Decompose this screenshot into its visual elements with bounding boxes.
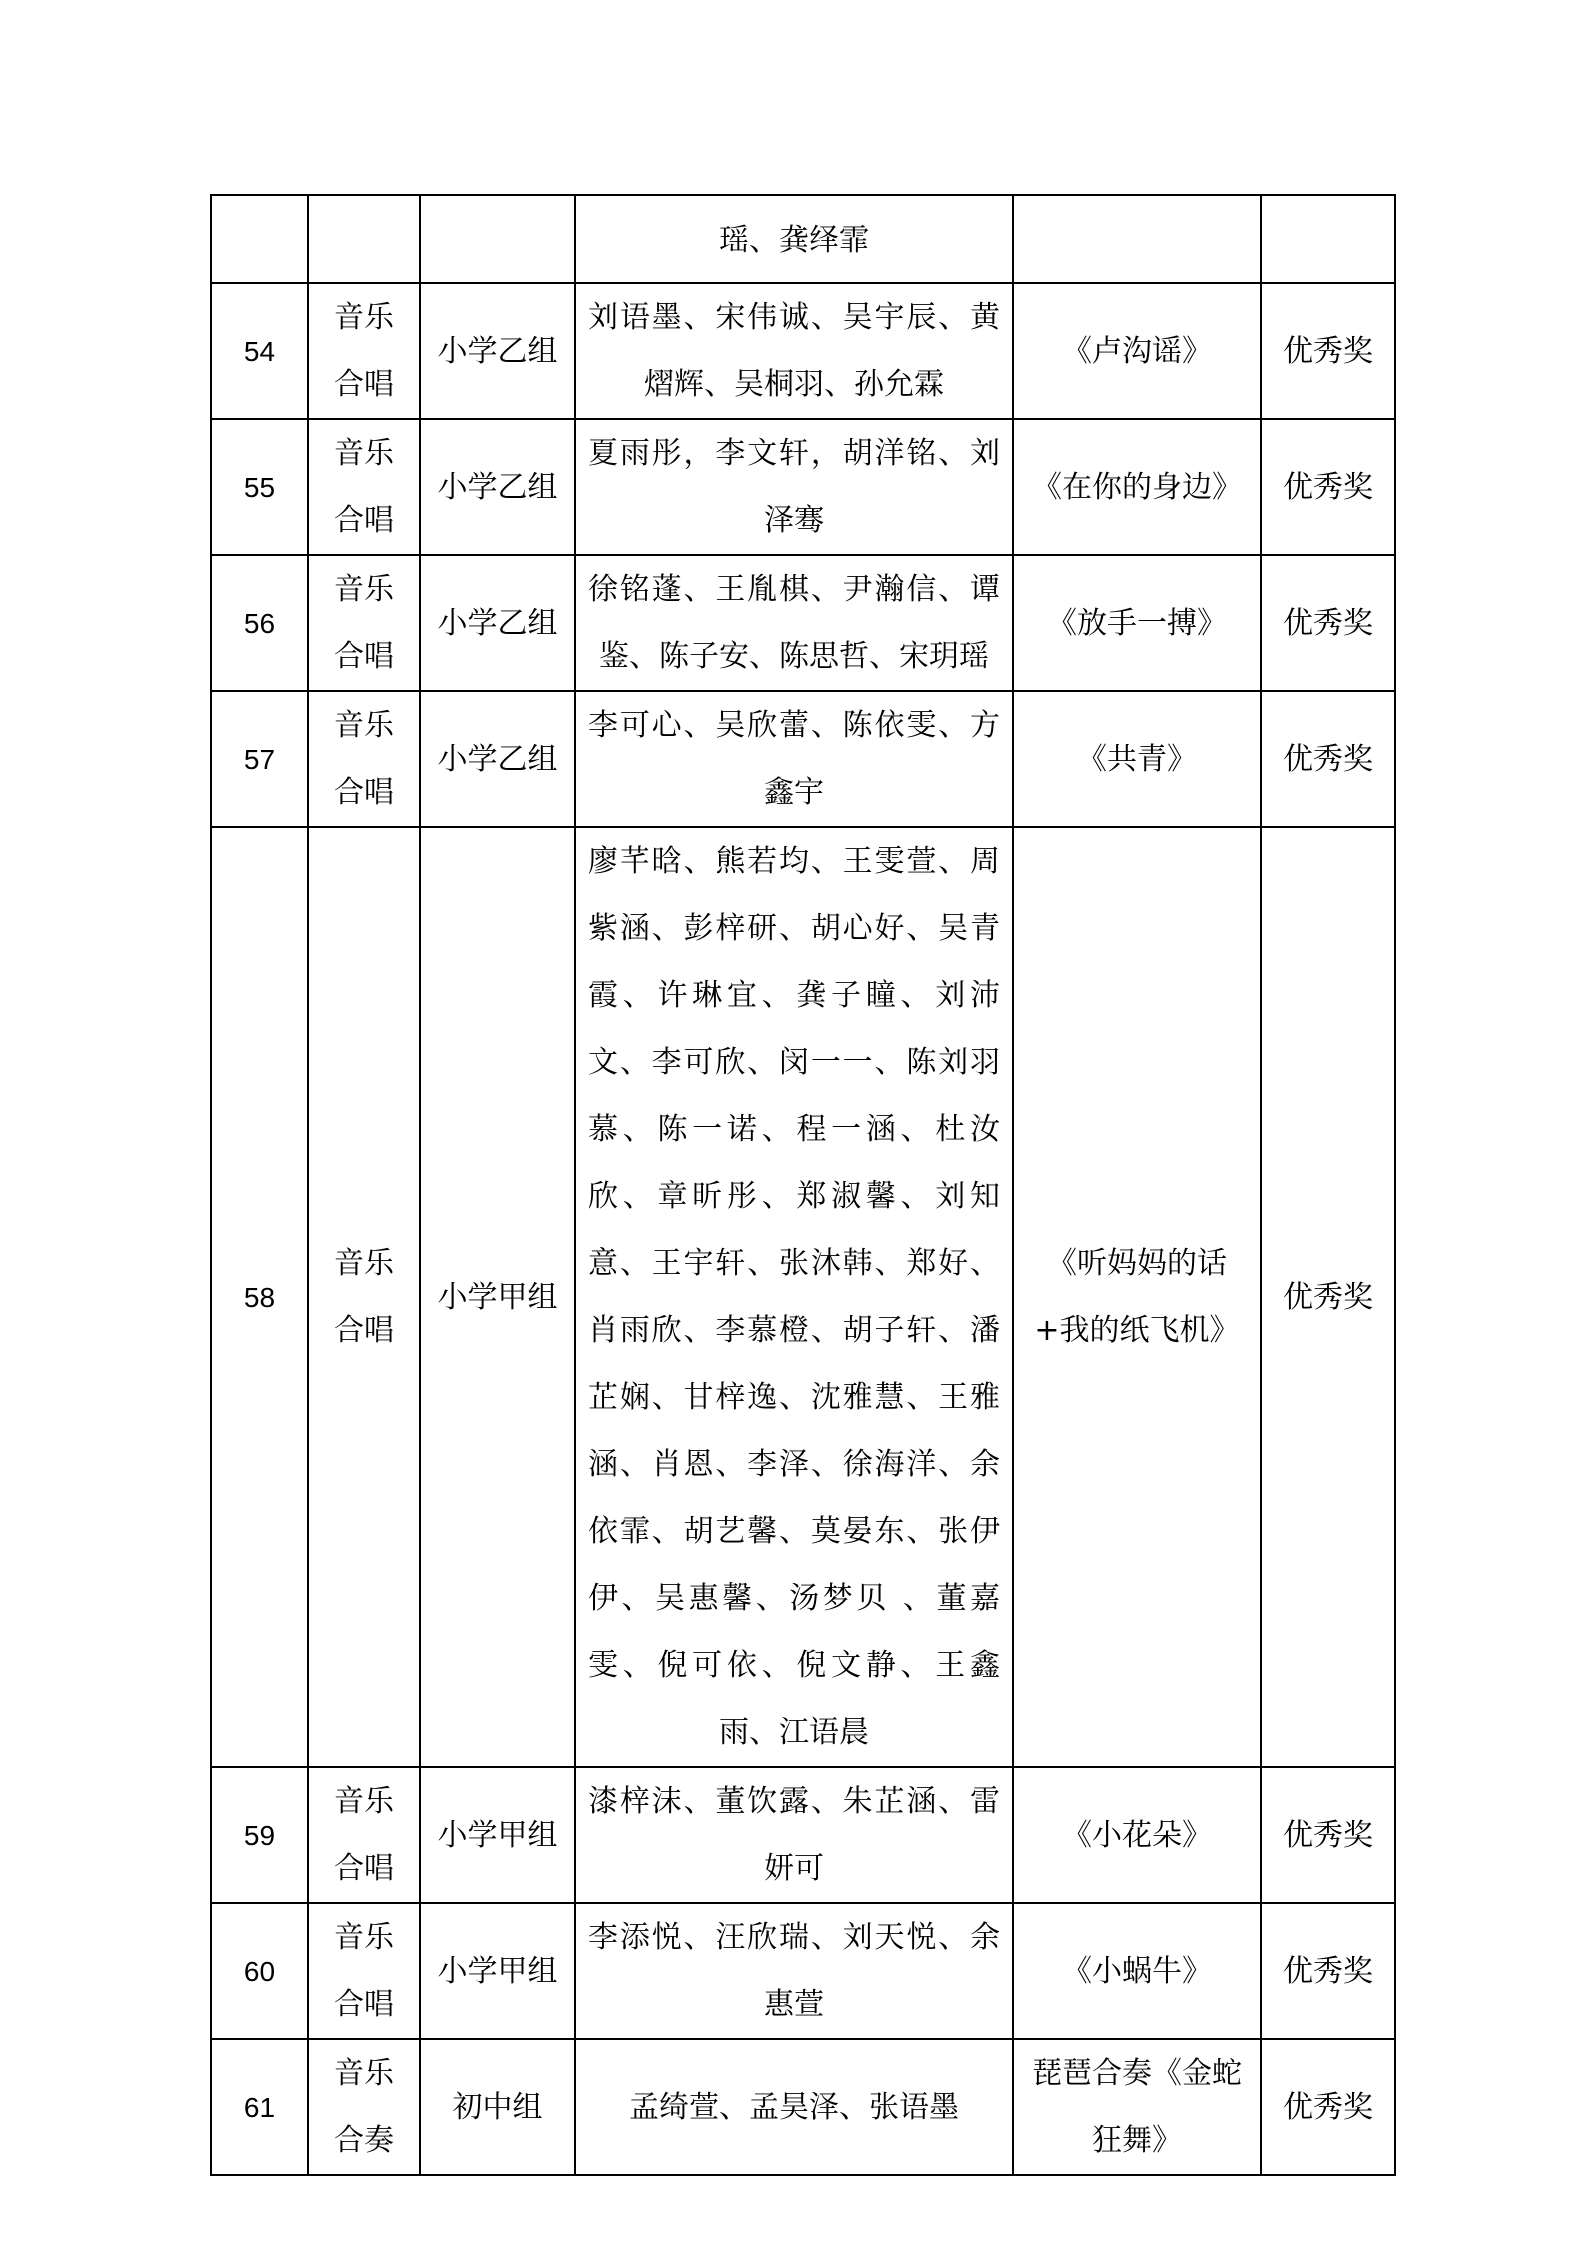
work-line: +我的纸飞机》: [1034, 1313, 1240, 1348]
type-line: 合唱: [334, 1987, 394, 2022]
cell-names: 廖芊晗、熊若均、王雯萱、周紫涵、彭梓研、胡心好、吴青霞、许琳宜、龚子瞳、刘沛文、李可欣、闵一一、陈刘羽慕、陈一诺、程一涵、杜汝欣、章昕彤、郑淑馨、刘知意、王宇轩、张沐韩、郑好、肖雨欣、李慕橙、胡子轩、潘芷娴、甘梓逸、沈雅慧、王雅涵、肖恩、李泽、徐海洋、余依霏、胡艺馨、莫晏东、张伊伊、吴惠馨、汤梦贝 、董嘉雯、倪可依、倪文静、王鑫雨、江语晨: [575, 827, 1013, 1767]
cell-type: [308, 195, 420, 283]
work-line: 琵琶合奏《金蛇: [1032, 2056, 1242, 2091]
cell-award: 优秀奖: [1261, 2039, 1395, 2175]
type-line: 音乐: [334, 1920, 394, 1955]
type-line: 合唱: [334, 503, 394, 538]
cell-group: 小学乙组: [420, 419, 575, 555]
cell-names: 李添悦、汪欣瑞、刘天悦、余惠萱: [575, 1903, 1013, 2039]
cell-no: 59: [211, 1767, 308, 1903]
cell-group: 初中组: [420, 2039, 575, 2175]
table-row: [211, 419, 1395, 555]
cell-group: 小学乙组: [420, 555, 575, 691]
type-line: 音乐: [334, 708, 394, 743]
cell-work: [1013, 2039, 1261, 2175]
cell-group: 小学甲组: [420, 1767, 575, 1903]
cell-work: 《在你的身边》: [1013, 419, 1261, 555]
cell-no: 61: [211, 2039, 308, 2175]
cell-names: 瑶、龚绎霏: [575, 195, 1013, 283]
cell-group: 小学甲组: [420, 1903, 575, 2039]
cell-names: 李可心、吴欣蕾、陈依雯、方鑫宇: [575, 691, 1013, 827]
table-row: [211, 691, 1395, 827]
type-line: 合唱: [334, 367, 394, 402]
type-line: 合唱: [334, 775, 394, 810]
cell-type: [308, 1767, 420, 1903]
table-row-continuation: [211, 195, 1395, 283]
cell-work: 《小花朵》: [1013, 1767, 1261, 1903]
cell-work: 《卢沟谣》: [1013, 283, 1261, 419]
cell-group: 小学乙组: [420, 283, 575, 419]
type-line: 合唱: [334, 639, 394, 674]
cell-award: 优秀奖: [1261, 691, 1395, 827]
cell-type: [308, 283, 420, 419]
cell-award: 优秀奖: [1261, 555, 1395, 691]
type-line: 合奏: [334, 2123, 394, 2158]
cell-group: 小学乙组: [420, 691, 575, 827]
cell-work: [1013, 827, 1261, 1767]
type-line: 音乐: [334, 1246, 394, 1281]
table-row: [211, 2039, 1395, 2175]
cell-no: 60: [211, 1903, 308, 2039]
table-row: [211, 1767, 1395, 1903]
cell-type: [308, 2039, 420, 2175]
cell-award: [1261, 195, 1395, 283]
type-line: 合唱: [334, 1313, 394, 1348]
cell-no: 58: [211, 827, 308, 1767]
cell-no: 54: [211, 283, 308, 419]
cell-type: [308, 691, 420, 827]
award-table: [210, 194, 1396, 2176]
table-row: [211, 1903, 1395, 2039]
cell-award: 优秀奖: [1261, 419, 1395, 555]
cell-names: 漆梓沫、董饮露、朱芷涵、雷妍可: [575, 1767, 1013, 1903]
table-row: [211, 555, 1395, 691]
cell-award: 优秀奖: [1261, 1767, 1395, 1903]
cell-type: [308, 827, 420, 1767]
type-line: 音乐: [334, 1784, 394, 1819]
cell-no: 57: [211, 691, 308, 827]
cell-award: 优秀奖: [1261, 283, 1395, 419]
cell-type: [308, 419, 420, 555]
cell-names: 徐铭蓬、王胤棋、尹瀚信、谭鉴、陈子安、陈思哲、宋玥瑶: [575, 555, 1013, 691]
table-row: [211, 283, 1395, 419]
cell-type: [308, 1903, 420, 2039]
cell-type: [308, 555, 420, 691]
type-line: 音乐: [334, 2056, 394, 2091]
work-line: 狂舞》: [1092, 2123, 1182, 2158]
cell-work: 《放手一搏》: [1013, 555, 1261, 691]
table-row: [211, 827, 1395, 1767]
cell-work: 《共青》: [1013, 691, 1261, 827]
cell-no: 56: [211, 555, 308, 691]
cell-group: [420, 195, 575, 283]
cell-work: [1013, 195, 1261, 283]
cell-no: 55: [211, 419, 308, 555]
type-line: 合唱: [334, 1851, 394, 1886]
type-line: 音乐: [334, 572, 394, 607]
cell-names: 刘语墨、宋伟诚、吴宇辰、黄熠辉、吴桐羽、孙允霖: [575, 283, 1013, 419]
cell-names: 孟绮萱、孟昊泽、张语墨: [575, 2039, 1013, 2175]
cell-no: [211, 195, 308, 283]
type-line: 音乐: [334, 436, 394, 471]
cell-group: 小学甲组: [420, 827, 575, 1767]
work-line: 《听妈妈的话: [1047, 1246, 1227, 1281]
type-line: 音乐: [334, 300, 394, 335]
cell-work: 《小蜗牛》: [1013, 1903, 1261, 2039]
cell-award: 优秀奖: [1261, 1903, 1395, 2039]
cell-award: 优秀奖: [1261, 827, 1395, 1767]
cell-names: 夏雨彤，李文轩，胡洋铭、刘泽骞: [575, 419, 1013, 555]
